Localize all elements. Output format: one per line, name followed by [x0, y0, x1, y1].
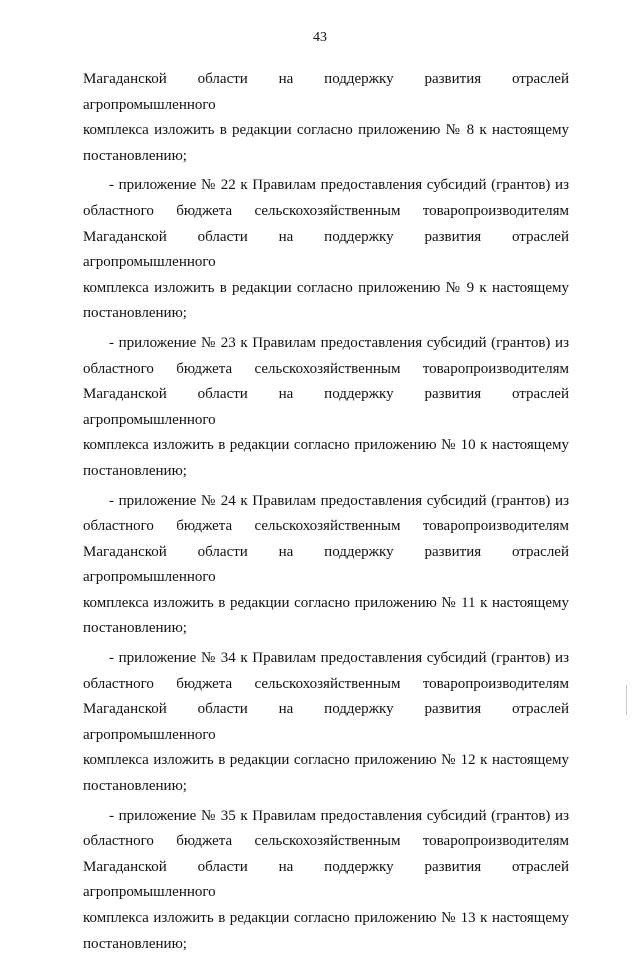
paragraph	[83, 173, 569, 327]
text-line: - приложение № 24 к Правилам предоставления субсидий (грантов) из	[109, 492, 569, 509]
text-line: Магаданской области на поддержку развития отраслей агропромышленного	[83, 858, 569, 901]
text-line: Магаданской области на поддержку развития отраслей агропромышленного	[83, 71, 569, 113]
text-line: - приложение № 22 к Правилам предоставления субсидий (грантов) из	[109, 177, 569, 194]
paragraph	[83, 331, 569, 485]
text-line: - приложение № 23 к Правилам предоставления субсидий (грантов) из	[109, 334, 569, 351]
scan-edge-mark	[626, 685, 627, 715]
page-number: 43	[313, 30, 327, 45]
document-body	[83, 67, 569, 961]
text-line: - приложение № 34 к Правилам предоставления субсидий (грантов) из	[109, 650, 569, 667]
paragraph	[83, 804, 569, 958]
text-line: постановлению;	[83, 462, 187, 479]
text-line: Магаданской области на поддержку развития отраслей агропромышленного	[83, 701, 569, 743]
text-line: Магаданской области на поддержку развития отраслей агропромышленного	[83, 386, 569, 428]
paragraph	[83, 67, 569, 169]
text-line: - приложение № 35 к Правилам предоставления субсидий (грантов) из	[109, 807, 569, 824]
text-line: постановлению;	[83, 778, 187, 795]
paragraph	[83, 489, 569, 643]
text-line: областного бюджета сельскохозяйственным товаропроизводителям	[83, 675, 569, 692]
text-line: постановлению;	[83, 147, 187, 164]
text-line: комплекса изложить в редакции согласно приложению № 13 к настоящему	[83, 910, 569, 926]
text-line: областного бюджета сельскохозяйственным товаропроизводителям	[83, 833, 569, 850]
text-line: Магаданской области на поддержку развития отраслей агропромышленного	[83, 228, 569, 271]
text-line: областного бюджета сельскохозяйственным товаропроизводителям	[83, 202, 569, 219]
text-line: комплекса изложить в редакции согласно приложению № 8 к настоящему	[83, 122, 569, 139]
text-line: постановлению;	[83, 620, 187, 637]
text-line: комплекса изложить в редакции согласно приложению № 10 к настоящему	[83, 437, 569, 454]
text-line: постановлению;	[83, 935, 187, 952]
text-line: областного бюджета сельскохозяйственным товаропроизводителям	[83, 360, 569, 377]
text-line: постановлению;	[83, 305, 187, 322]
text-line: комплекса изложить в редакции согласно приложению № 9 к настоящему	[83, 279, 569, 296]
text-line: Магаданской области на поддержку развития отраслей агропромышленного	[83, 543, 569, 586]
paragraph	[83, 646, 569, 800]
text-line: областного бюджета сельскохозяйственным товаропроизводителям	[83, 518, 569, 535]
text-line: комплекса изложить в редакции согласно приложению № 12 к настоящему	[83, 752, 569, 769]
text-line: комплекса изложить в редакции согласно приложению № 11 к настоящему	[83, 594, 569, 611]
